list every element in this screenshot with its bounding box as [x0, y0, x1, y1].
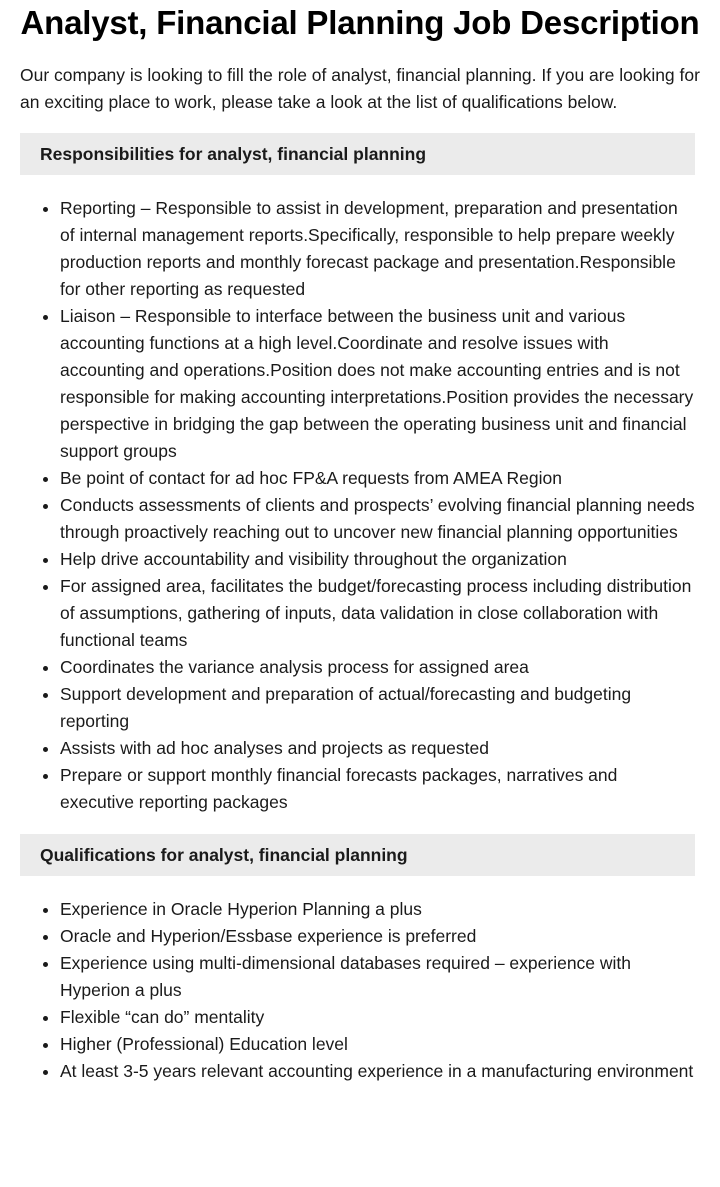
list-item: • Assists with ad hoc analyses and projects as requested — [60, 735, 695, 762]
intro-paragraph: Our company is looking to fill the role of analyst, financial planning. If you are looking for an exciting place to work, please take a look at the list of qualifications below. — [20, 65, 700, 112]
responsibilities-heading: Responsibilities for analyst, financial planning — [20, 133, 695, 175]
list-item: • Help drive accountability and visibility throughout the organization — [60, 546, 695, 573]
qualifications-list — [20, 896, 695, 1085]
list-item: • Experience using multi-dimensional databases required – experience with Hyperion a plus — [60, 950, 695, 1004]
list-item: • Oracle and Hyperion/Essbase experience is preferred — [60, 923, 695, 950]
page-title: Analyst, Financial Planning Job Description — [20, 4, 700, 41]
responsibilities-list — [20, 195, 695, 816]
list-item: • Reporting – Responsible to assist in development, preparation and presentation of internal management reports.Specifically, responsible to help prepare weekly production reports and monthly forecast package and presentation.Responsible for other reporting as requested — [60, 195, 695, 303]
list-item: • For assigned area, facilitates the budget/forecasting process including distribution of assumptions, gathering of inputs, data validation in close collaboration with functional teams — [60, 573, 695, 654]
list-item: • Coordinates the variance analysis process for assigned area — [60, 654, 695, 681]
list-item: • Be point of contact for ad hoc FP&A requests from AMEA Region — [60, 465, 695, 492]
list-item: • Flexible “can do” mentality — [60, 1004, 695, 1031]
list-item: • Experience in Oracle Hyperion Planning a plus — [60, 896, 695, 923]
list-item: • Conducts assessments of clients and prospects’ evolving financial planning needs through proactively reaching out to uncover new financial planning opportunities — [60, 492, 695, 546]
list-item: • Liaison – Responsible to interface between the business unit and various accounting functions at a high level.Coordinate and resolve issues with accounting and operations.Position does not make accounting entries and is not responsible for making accounting interpretations.Position provides the necessary perspective in bridging the gap between the operating business unit and financial support groups — [60, 303, 695, 465]
list-item: • Support development and preparation of actual/forecasting and budgeting reporting — [60, 681, 695, 735]
qualifications-heading: Qualifications for analyst, financial planning — [20, 834, 695, 876]
list-item: • Prepare or support monthly financial forecasts packages, narratives and executive reporting packages — [60, 762, 695, 816]
list-item: • At least 3-5 years relevant accounting experience in a manufacturing environment — [60, 1058, 695, 1085]
list-item: • Higher (Professional) Education level — [60, 1031, 695, 1058]
